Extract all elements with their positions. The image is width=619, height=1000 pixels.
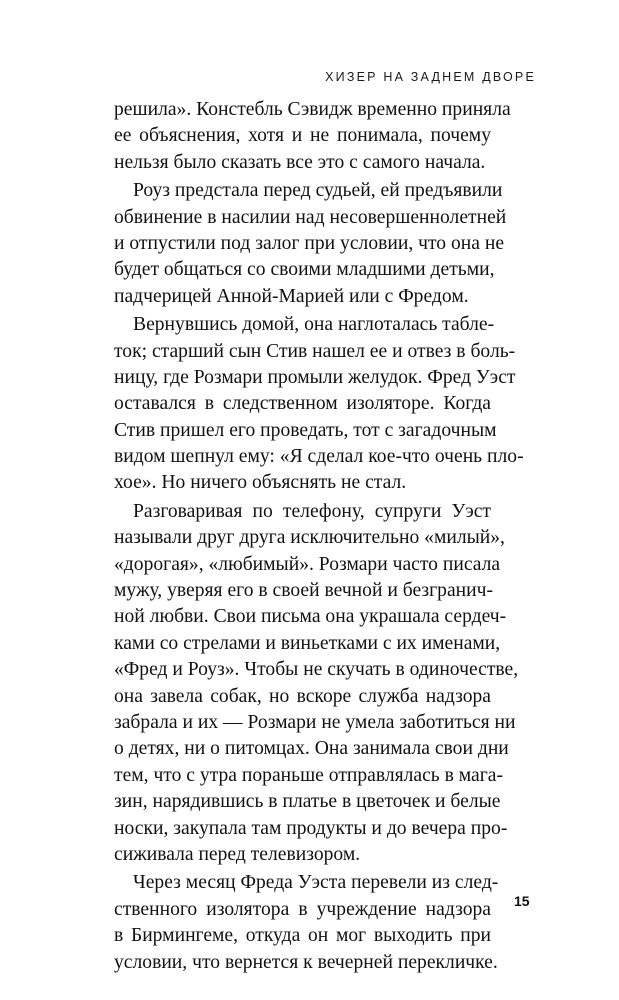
text-line: нельзя было сказать все это с самого начала. [114,151,486,173]
text-line: ственного изолятора в учреждение надзора [114,898,491,920]
text-line: она завела собак, но вскоре служба надзора [114,685,491,707]
text-line: сиживала перед телевизором. [114,843,361,865]
text-line: о детях, ни о питомцах. Она занимала свои дни [114,738,509,760]
text-line: Разговаривая по телефону, супруги Уэст [133,500,491,522]
text-line: оставался в следственном изоляторе. Когда [114,393,491,415]
text-line: Стив пришел его проведать, тот с загадочным [114,419,497,441]
text-line: мужу, уверяя его в своей вечной и безгранич- [114,580,493,602]
text-line: ницу, где Розмари промыли желудок. Фред Уэст [114,366,516,388]
text-line: условии, что вернется к вечерней перекличке. [114,951,498,973]
text-line: хое». Но ничего объяснять не стал. [114,472,407,494]
text-line: забрала и их — Розмари не умела заботиться ни [114,711,516,733]
text-line: зин, нарядившись в платье в цветочек и белые [114,791,501,813]
text-line: Вернувшись домой, она наглоталась табле- [133,314,495,336]
paragraph-4 [114,499,519,868]
text-line: носки, закупала там продукты и до вечера про- [114,817,508,839]
paragraph-2 [114,178,507,310]
text-line: и отпустили под залог при условии, что она не [114,232,505,254]
text-line: Через месяц Фреда Уэста перевели из след- [133,872,499,894]
paragraph-3 [114,312,524,497]
text-line: ками со стрелами и виньетками с их именами, [114,632,501,654]
text-line: в Бирмингеме, откуда он мог выходить при [114,925,491,947]
text-line: обвинение в насилии над несовершеннолетней [114,206,507,228]
text-line: ной любви. Свои письма она украшала сердеч- [114,606,507,628]
text-line: решила». Констебль Сэвидж временно приняла [114,99,511,120]
page-number: 15 [514,893,530,909]
text-line: падчерицей Анной-Марией или с Фредом. [114,285,469,307]
paragraph-5 [114,870,499,976]
text-line: видом шепнул ему: «Я сделал кое-что очень пло- [114,446,524,468]
paragraph-1 [114,97,511,176]
running-header: ХИЗЕР НА ЗАДНЕМ ДВОРЕ [325,70,536,84]
text-line: будет общаться со своими младшими детьми, [114,259,495,281]
text-line: называли друг друга исключительно «милый», [114,527,505,549]
text-line: «дорогая», «любимый». Розмари часто писала [114,553,501,575]
text-line: Роуз предстала перед судьей, ей предъявили [133,180,503,202]
text-line: ее объяснения, хотя и не понимала, почему [114,125,491,147]
text-line: тем, что с утра пораньше отправлялась в мага- [114,764,504,786]
text-line: ток; старший сын Стив нашел ее и отвез в боль- [114,340,516,362]
text-line: «Фред и Роуз». Чтобы не скучать в одиночестве, [114,659,519,681]
